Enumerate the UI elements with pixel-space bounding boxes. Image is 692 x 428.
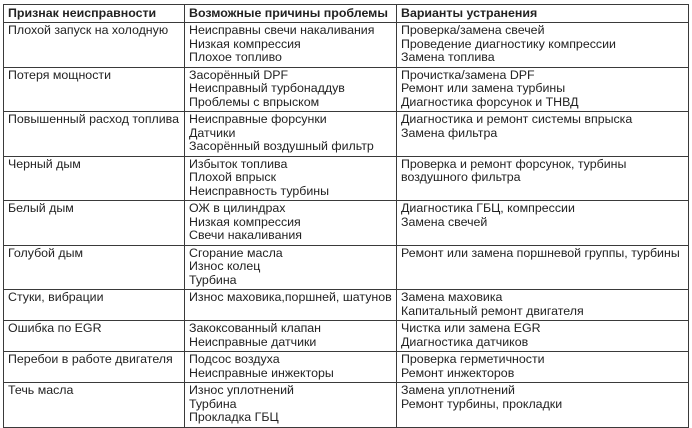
cause-text: ОЖ в цилиндрах (189, 201, 286, 215)
fix-text: Ремонт или замена турбины (401, 81, 566, 95)
causes-cell (185, 383, 397, 428)
causes-cell (185, 245, 397, 290)
table-row (4, 383, 689, 428)
causes-cell (185, 321, 397, 352)
cause-text: Прокладка ГБЦ (189, 410, 279, 424)
fix-text: Ремонт или замена поршневой группы, турбины (401, 245, 680, 260)
fixes-cell (397, 352, 689, 383)
cause-text: Избыток топлива (189, 156, 288, 171)
fixes-cell (397, 112, 689, 157)
fixes-cell (397, 321, 689, 352)
cause-text: Подсос воздуха (189, 352, 280, 366)
diagnostics-table-container (3, 4, 688, 428)
symptom-text: Черный дым (8, 156, 81, 171)
fix-text: Прочистка/замена DPF (401, 67, 535, 82)
table-row (4, 67, 689, 112)
cause-text: Плохой впрыск (189, 170, 277, 184)
symptom-text: Потеря мощности (8, 67, 111, 82)
causes-cell (185, 156, 397, 201)
symptom-text: Повышенный расход топлива (8, 112, 180, 126)
symptom-text: Перебои в работе двигателя (8, 352, 173, 366)
causes-cell (185, 201, 397, 246)
fix-text: Диагностика форсунок и ТНВД (401, 94, 579, 109)
fix-text: Капитальный ремонт двигателя (401, 303, 584, 318)
symptom-text: Ошибка по EGR (8, 321, 102, 335)
cause-text: Износ колец (189, 259, 261, 273)
fix-text: Проведение диагностику компрессии (401, 36, 616, 51)
table-body (4, 23, 689, 428)
table-row (4, 156, 689, 201)
header-symptom: Признак неисправности (4, 5, 185, 23)
fixes-cell (397, 201, 689, 246)
cause-text: Турбина (189, 396, 237, 411)
fix-text: Замена свечей (401, 214, 488, 229)
fix-text: Замена маховика (401, 290, 503, 304)
causes-cell (185, 290, 397, 321)
fixes-cell (397, 245, 689, 290)
causes-cell (185, 23, 397, 68)
symptom-cell (4, 290, 185, 321)
causes-cell (185, 67, 397, 112)
fix-text: воздушного фильтра (401, 170, 521, 184)
header-fixes: Варианты устранения (397, 5, 689, 23)
symptom-cell (4, 383, 185, 428)
causes-cell (185, 352, 397, 383)
fixes-cell (397, 156, 689, 201)
fix-text: Диагностика датчиков (401, 334, 529, 349)
cause-text: Засорённый DPF (189, 67, 289, 82)
fix-text: Чистка или замена EGR (401, 321, 541, 335)
cause-text: Низкая компрессия (189, 36, 301, 51)
table-header (4, 5, 689, 23)
fixes-cell (397, 383, 689, 428)
fix-text: Замена фильтра (401, 125, 498, 140)
cause-text: Неисправны свечи накаливания (189, 23, 375, 37)
header-causes: Возможные причины проблемы (185, 5, 397, 23)
table-row (4, 245, 689, 290)
fixes-cell (397, 67, 689, 112)
fix-text: Диагностика и ремонт системы впрыска (401, 112, 633, 126)
cause-text: Сгорание масла (189, 245, 283, 260)
cause-text: Неисправные датчики (189, 334, 317, 349)
table-row (4, 290, 689, 321)
symptom-cell (4, 245, 185, 290)
cause-text: Проблемы с впрыском (189, 94, 320, 109)
cause-text: Износ уплотнений (189, 383, 294, 397)
fix-text: Замена топлива (401, 50, 495, 64)
symptom-text: Стуки, вибрации (8, 290, 104, 304)
table-row (4, 201, 689, 246)
symptom-cell (4, 112, 185, 157)
fix-text: Диагностика ГБЦ, компрессии (401, 201, 575, 215)
symptom-cell (4, 23, 185, 68)
fix-text: Ремонт инжекторов (401, 365, 515, 380)
table-row (4, 352, 689, 383)
cause-text: Датчики (189, 125, 236, 140)
symptom-text: Голубой дым (8, 245, 84, 260)
table-row (4, 321, 689, 352)
symptom-text: Течь масла (8, 383, 74, 397)
table-row (4, 23, 689, 68)
cause-text: Плохое топливо (189, 50, 282, 64)
header-row (4, 5, 689, 23)
cause-text: Износ маховика,поршней, шатунов (189, 290, 392, 304)
cause-text: Неисправный турбонаддув (189, 81, 345, 95)
symptom-cell (4, 352, 185, 383)
fix-text: Ремонт турбины, прокладки (401, 396, 563, 411)
fix-text: Проверка/замена свечей (401, 23, 545, 37)
symptom-cell (4, 156, 185, 201)
symptom-cell (4, 67, 185, 112)
table-row (4, 112, 689, 157)
cause-text: Турбина (189, 272, 237, 287)
diagnostics-table (3, 4, 689, 428)
cause-text: Закоксованный клапан (189, 321, 322, 335)
symptom-cell (4, 321, 185, 352)
cause-text: Свечи накаливания (189, 228, 302, 242)
cause-text: Неисправные инжекторы (189, 365, 334, 380)
fixes-cell (397, 290, 689, 321)
fix-text: Проверка герметичности (401, 352, 545, 366)
cause-text: Низкая компрессия (189, 214, 301, 229)
causes-cell (185, 112, 397, 157)
cause-text: Засорённый воздушный фильтр (189, 139, 374, 153)
fixes-cell (397, 23, 689, 68)
symptom-text: Белый дым (8, 201, 74, 215)
symptom-text: Плохой запуск на холодную (8, 23, 169, 37)
cause-text: Неисправные форсунки (189, 112, 327, 126)
symptom-cell (4, 201, 185, 246)
fix-text: Замена уплотнений (401, 383, 515, 397)
cause-text: Неисправность турбины (189, 183, 330, 198)
fix-text: Проверка и ремонт форсунок, турбины (401, 156, 627, 171)
